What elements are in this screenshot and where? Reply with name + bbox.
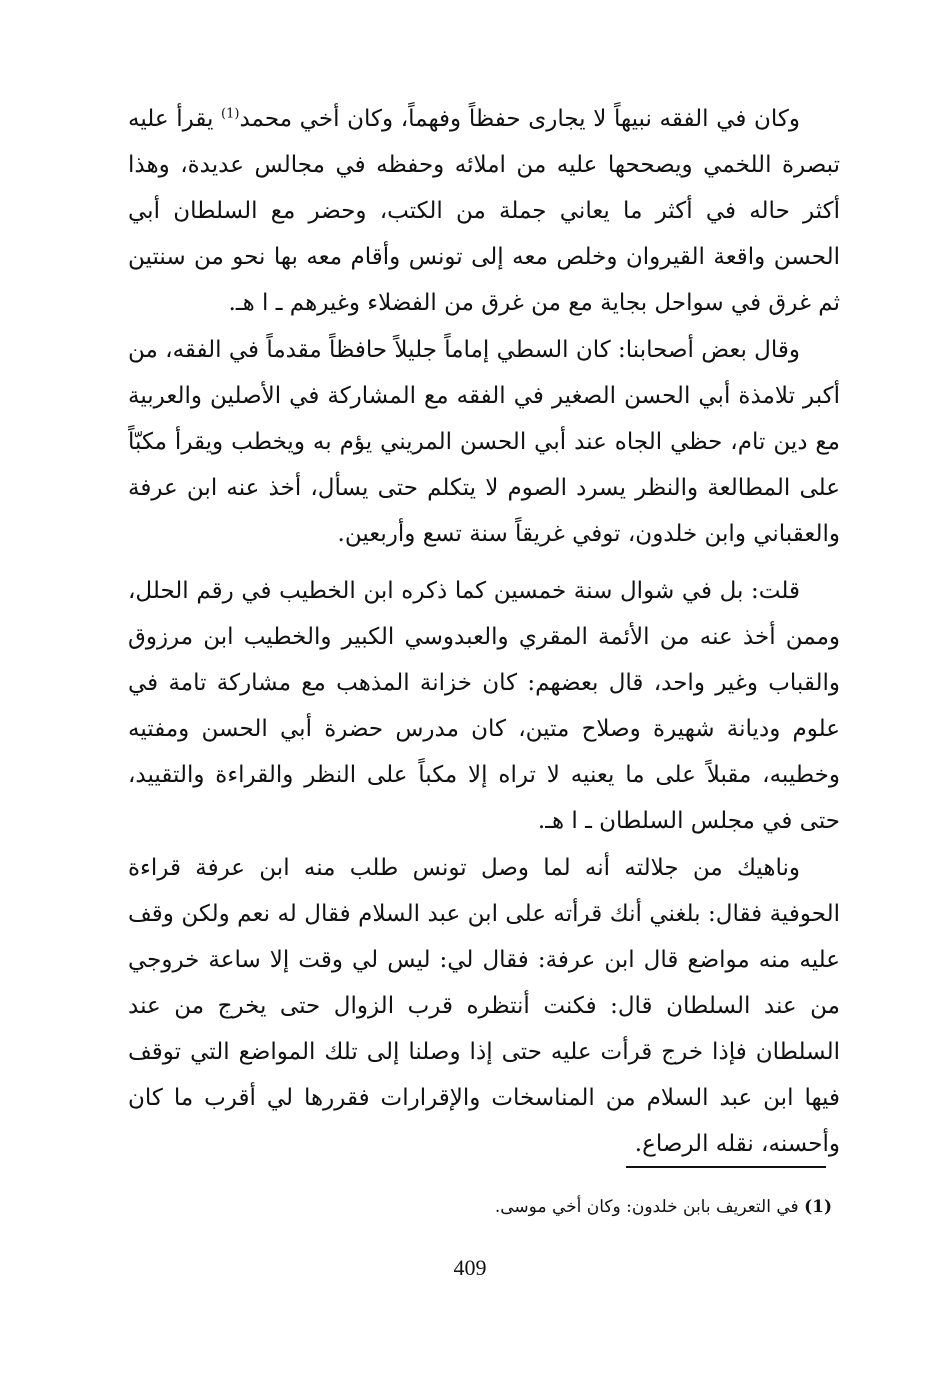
paragraph-4: [128, 845, 840, 1167]
paragraph-1: [128, 96, 840, 326]
paragraph-1-text-start: وكان في الفقه نبيهاً لا يجارى حفظاً وفهماً، وكان أخي محمد: [239, 106, 800, 132]
paragraph-2: [128, 327, 840, 557]
footnote-number: (1): [804, 1197, 832, 1217]
footnote-reference: (1): [221, 106, 240, 122]
footnote: [128, 1193, 832, 1221]
paragraph-3-text: قلت: بل في شوال سنة خمسين كما ذكره ابن الخطيب في رقم الحلل، وممن أخذ عنه من الأئمة المقري والعبدوسي الكبير والخطيب ابن مرزوق والقباب وغير واحد، قال بعضهم: كان خزانة المذهب مع مشاركة تامة في علوم وديانة شهيرة وصلاح متين، كان مدرس حضرة أبي الحسن ومفتيه وخطيبه، مقبلاً على ما يعنيه لا تراه إلا مكباً على النظر والقراءة والتقييد، حتى في مجلس السلطان ـ ا هـ.: [128, 578, 840, 834]
paragraph-2-text: وقال بعض أصحابنا: كان السطي إماماً جليلاً حافظاً مقدماً في الفقه، من أكبر تلامذة أبي الحسن الصغير في الفقه مع المشاركة في الأصلين والعربية مع دين تام، حظي الجاه عند أبي الحسن المريني يؤم به ويخطب ويقرأ مكبّاً على المطالعة والنظر يسرد الصوم لا يتكلم حتى يسأل، أخذ عنه ابن عرفة والعقباني وابن خلدون، توفي غريقاً سنة تسع وأربعين.: [128, 337, 840, 547]
paragraph-1-text-end: يقرأ عليه تبصرة اللخمي ويصححها عليه من املائه وحفظه في مجالس عديدة، وهذا أكثر حاله في أكثر ما يعاني جملة من الكتب، وحضر مع السلطان أبي الحسن واقعة القيروان وخلص معه إلى تونس وأقام معه بها نحو من سنتين ثم غرق في سواحل بجاية مع من غرق من الفضلاء وغيرهم ـ ا هـ.: [128, 106, 840, 316]
paragraph-1-text: [128, 96, 840, 326]
page-number: 409: [453, 1255, 487, 1280]
paragraph-3: [128, 568, 840, 844]
paragraph-4-text: وناهيك من جلالته أنه لما وصل تونس طلب منه ابن عرفة قراءة الحوفية فقال: بلغني أنك قرأته على ابن عبد السلام فقال له نعم ولكن وقف عليه منه مواضع قال ابن عرفة: فقال لي: ليس لي وقت إلا ساعة خروجي من عند السلطان قال: فكنت أنتظره قرب الزوال حتى يخرج من عند السلطان فإذا خرج قرأت عليه حتى إذا وصلنا إلى تلك المواضع التي توقف فيها ابن عبد السلام من المناسخات والإقرارات فقررها لي أقرب ما كان وأحسنه، نقله الرصاع.: [128, 855, 840, 1157]
footnote-separator: [626, 1166, 826, 1168]
footnote-text: في التعريف بابن خلدون: وكان أخي موسى.: [494, 1197, 805, 1217]
